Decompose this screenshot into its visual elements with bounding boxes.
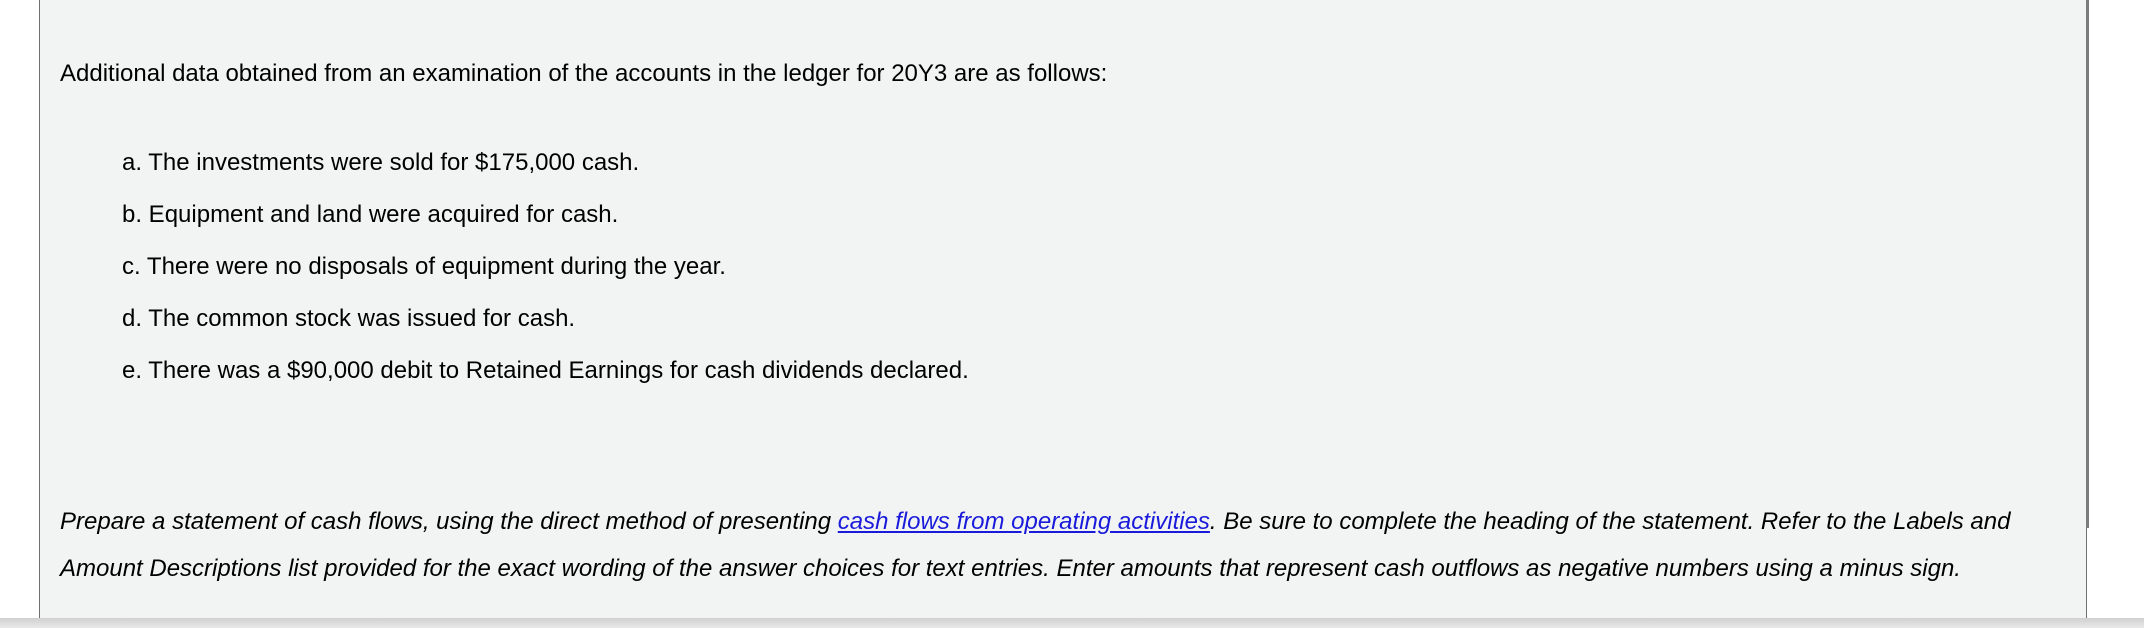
instructions-text-after: . Be sure to complete the heading of the statement. Refer to the Labels and Amount Descriptions list provided for the exact wording of the answer choices for text entries. Enter amounts that represent cash outflows as negative numbers using a minus sign. (60, 508, 2011, 582)
intro-text: Additional data obtained from an examination of the accounts in the ledger for 20Y3 are as follows: (60, 60, 1108, 87)
list-item-c: c. There were no disposals of equipment during the year. (122, 253, 726, 280)
instructions-text-before: Prepare a statement of cash flows, using the direct method of presenting (60, 508, 838, 535)
list-item-d: d. The common stock was issued for cash. (122, 305, 576, 332)
additional-data-list (122, 148, 969, 408)
panel-scroll-edge (2086, 0, 2089, 528)
list-item-b: b. Equipment and land were acquired for cash. (122, 201, 619, 228)
bottom-window-edge (0, 618, 2144, 628)
instructions-paragraph (60, 498, 2050, 592)
list-item-a: a. The investments were sold for $175,000 cash. (122, 149, 640, 176)
cash-flows-operating-activities-link[interactable]: cash flows from operating activities (837, 508, 1210, 535)
list-item-e: e. There was a $90,000 debit to Retained Earnings for cash dividends declared. (122, 357, 969, 384)
